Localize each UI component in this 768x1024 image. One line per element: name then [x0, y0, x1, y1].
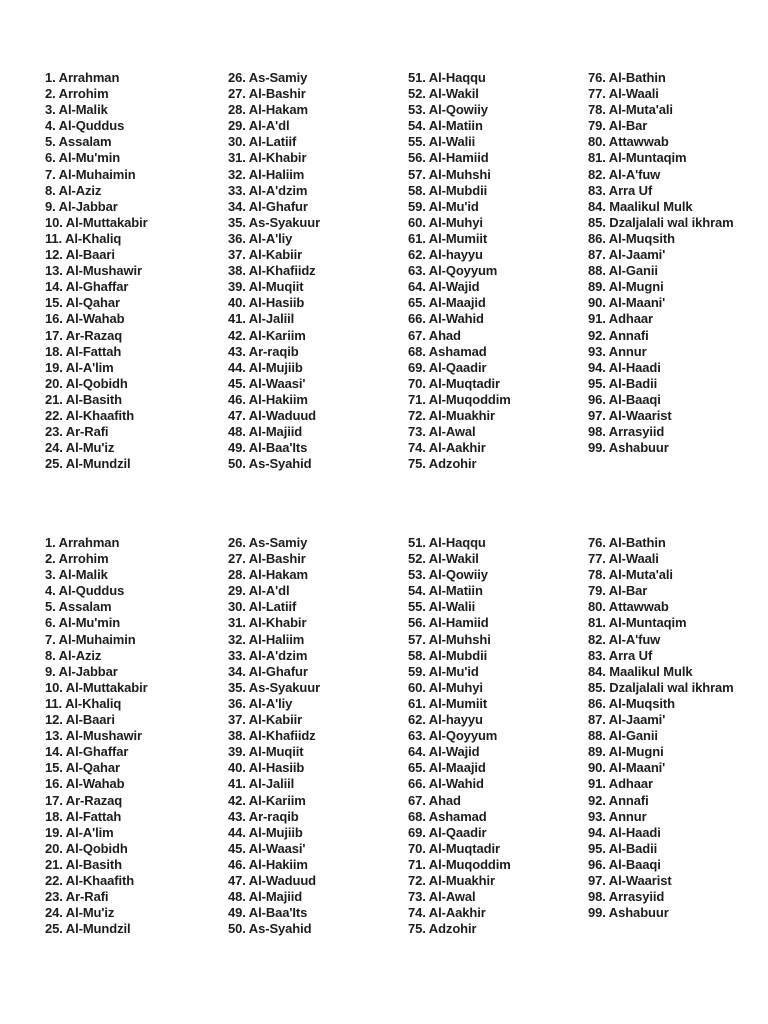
name-list-item: 64. Al-Wajid [408, 279, 480, 295]
names-list-section-top [45, 70, 738, 472]
name-list-item: 35. As-Syakuur [228, 214, 321, 230]
name-list-item: 98. Arrasyiid [588, 424, 665, 440]
name-list-item: 5. Assalam [45, 134, 112, 150]
name-list-item: 8. Al-Aziz [45, 182, 102, 198]
name-list-item: 43. Ar-raqib [228, 808, 299, 824]
name-list-item: 27. Al-Bashir [228, 86, 306, 102]
names-column-1 [45, 70, 228, 472]
name-list-item: 73. Al-Awal [408, 424, 476, 440]
name-list-item: 71. Al-Muqoddim [408, 391, 511, 407]
name-list-item: 41. Al-Jaliil [228, 776, 295, 792]
name-list-item: 5. Assalam [45, 599, 112, 615]
name-list-item: 79. Al-Bar [588, 118, 648, 134]
name-list-item: 67. Ahad [408, 792, 461, 808]
name-list-item: 57. Al-Muhshi [408, 631, 491, 647]
name-list-item: 55. Al-Walii [408, 134, 476, 150]
name-list-item: 36. Al-A'liy [228, 230, 293, 246]
name-list-item: 76. Al-Bathin [588, 70, 666, 85]
name-list-item: 6. Al-Mu'min [45, 150, 121, 166]
name-list-item: 20. Al-Qobidh [45, 840, 128, 856]
name-list-item: 29. Al-A'dl [228, 583, 290, 599]
name-list-item: 94. Al-Haadi [588, 824, 661, 840]
name-list-item: 53. Al-Qowiiy [408, 567, 488, 583]
name-list-item: 80. Attawwab [588, 134, 669, 150]
name-list-item: 9. Al-Jabbar [45, 198, 118, 214]
name-list-item: 32. Al-Haliim [228, 166, 305, 182]
name-list-item: 70. Al-Muqtadir [408, 840, 500, 856]
name-list-item: 47. Al-Waduud [228, 872, 317, 888]
name-list-item: 15. Al-Qahar [45, 295, 120, 311]
name-list-item: 28. Al-Hakam [228, 102, 308, 118]
name-list-item: 58. Al-Mubdii [408, 182, 488, 198]
name-list-item: 24. Al-Mu'iz [45, 440, 115, 456]
name-list-item: 81. Al-Muntaqim [588, 150, 687, 166]
name-list-item: 25. Al-Mundzil [45, 921, 131, 937]
name-list-item: 17. Ar-Razaq [45, 327, 123, 343]
name-list-item: 82. Al-A'fuw [588, 631, 661, 647]
name-list-item: 61. Al-Mumiit [408, 230, 488, 246]
name-list-item: 11. Al-Khaliq [45, 230, 122, 246]
name-list-item: 9. Al-Jabbar [45, 663, 118, 679]
name-list-item: 12. Al-Baari [45, 712, 115, 728]
name-list-item: 74. Al-Aakhir [408, 905, 486, 921]
name-list-item: 63. Al-Qoyyum [408, 728, 498, 744]
name-list-item: 38. Al-Khafiidz [228, 263, 316, 279]
name-list-item: 89. Al-Mugni [588, 744, 664, 760]
names-column-2 [228, 70, 408, 472]
name-list-item: 94. Al-Haadi [588, 359, 661, 375]
name-list-item: 62. Al-hayyu [408, 712, 483, 728]
names-column-3 [408, 535, 588, 937]
name-list-item: 49. Al-Baa'Its [228, 440, 308, 456]
name-list-item: 8. Al-Aziz [45, 647, 102, 663]
name-list-item: 7. Al-Muhaimin [45, 631, 136, 647]
name-list-item: 44. Al-Mujiib [228, 359, 303, 375]
name-list-item: 19. Al-A'lim [45, 824, 114, 840]
names-column-4 [588, 70, 738, 456]
name-list-item: 30. Al-Latiif [228, 134, 297, 150]
name-list-item: 40. Al-Hasiib [228, 760, 305, 776]
name-list-item: 69. Al-Qaadir [408, 359, 487, 375]
name-list-item: 2. Arrohim [45, 86, 109, 102]
name-list-item: 13. Al-Mushawir [45, 728, 142, 744]
name-list-item: 71. Al-Muqoddim [408, 856, 511, 872]
name-list-item: 20. Al-Qobidh [45, 375, 128, 391]
name-list-item: 75. Adzohir [408, 456, 477, 472]
name-list-item: 97. Al-Waarist [588, 872, 672, 888]
name-list-item: 95. Al-Badii [588, 375, 658, 391]
name-list-item: 87. Al-Jaami' [588, 247, 666, 263]
name-list-item: 38. Al-Khafiidz [228, 728, 316, 744]
name-list-item: 3. Al-Malik [45, 567, 108, 583]
name-list-item: 79. Al-Bar [588, 583, 648, 599]
name-list-item: 99. Ashabuur [588, 440, 669, 456]
names-column-4 [588, 535, 738, 921]
name-list-item: 16. Al-Wahab [45, 776, 125, 792]
name-list-item: 46. Al-Hakiim [228, 391, 308, 407]
name-list-item: 15. Al-Qahar [45, 760, 120, 776]
name-list-item: 96. Al-Baaqi [588, 856, 661, 872]
name-list-item: 51. Al-Haqqu [408, 535, 486, 550]
name-list-item: 50. As-Syahid [228, 456, 312, 472]
name-list-item: 28. Al-Hakam [228, 567, 308, 583]
name-list-item: 23. Ar-Rafi [45, 889, 109, 905]
name-list-item: 33. Al-A'dzim [228, 647, 308, 663]
name-list-item: 34. Al-Ghafur [228, 198, 308, 214]
name-list-item: 54. Al-Matiin [408, 118, 483, 134]
name-list-item: 92. Annafi [588, 792, 649, 808]
name-list-item: 34. Al-Ghafur [228, 663, 308, 679]
name-list-item: 77. Al-Waali [588, 86, 659, 102]
name-list-item: 93. Annur [588, 343, 647, 359]
name-list-item: 39. Al-Muqiit [228, 279, 304, 295]
name-list-item: 74. Al-Aakhir [408, 440, 486, 456]
name-list-item: 59. Al-Mu'id [408, 663, 479, 679]
name-list-item: 1. Arrahman [45, 70, 120, 85]
name-list-item: 90. Al-Maani' [588, 295, 666, 311]
name-list-item: 22. Al-Khaafith [45, 407, 135, 423]
name-list-item: 97. Al-Waarist [588, 407, 672, 423]
name-list-item: 63. Al-Qoyyum [408, 263, 498, 279]
name-list-item: 72. Al-Muakhir [408, 407, 495, 423]
name-list-item: 88. Al-Ganii [588, 728, 658, 744]
name-list-item: 35. As-Syakuur [228, 679, 321, 695]
name-list-item: 83. Arra Uf [588, 182, 653, 198]
name-list-item: 66. Al-Wahid [408, 311, 484, 327]
name-list-item: 27. Al-Bashir [228, 551, 306, 567]
name-list-item: 58. Al-Mubdii [408, 647, 488, 663]
name-list-item: 45. Al-Waasi' [228, 840, 306, 856]
name-list-item: 99. Ashabuur [588, 905, 669, 921]
name-list-item: 14. Al-Ghaffar [45, 744, 129, 760]
name-list-item: 60. Al-Muhyi [408, 214, 483, 230]
name-list-item: 36. Al-A'liy [228, 695, 293, 711]
name-list-item: 16. Al-Wahab [45, 311, 125, 327]
name-list-item: 10. Al-Muttakabir [45, 214, 148, 230]
name-list-item: 78. Al-Muta'ali [588, 102, 673, 118]
name-list-item: 26. As-Samiy [228, 70, 308, 85]
name-list-item: 98. Arrasyiid [588, 889, 665, 905]
name-list-item: 43. Ar-raqib [228, 343, 299, 359]
name-list-item: 24. Al-Mu'iz [45, 905, 115, 921]
name-list-item: 82. Al-A'fuw [588, 166, 661, 182]
name-list-item: 23. Ar-Rafi [45, 424, 109, 440]
name-list-item: 26. As-Samiy [228, 535, 308, 550]
name-list-item: 7. Al-Muhaimin [45, 166, 136, 182]
name-list-item: 30. Al-Latiif [228, 599, 297, 615]
name-list-item: 64. Al-Wajid [408, 744, 480, 760]
name-list-item: 68. Ashamad [408, 808, 487, 824]
name-list-item: 88. Al-Ganii [588, 263, 658, 279]
name-list-item: 42. Al-Kariim [228, 792, 306, 808]
name-list-item: 62. Al-hayyu [408, 247, 483, 263]
name-list-item: 85. Dzaljalali wal ikhram [588, 214, 734, 230]
names-list-section-bottom [45, 535, 738, 937]
name-list-item: 65. Al-Maajid [408, 760, 486, 776]
name-list-item: 47. Al-Waduud [228, 407, 317, 423]
names-column-2 [228, 535, 408, 937]
name-list-item: 67. Ahad [408, 327, 461, 343]
name-list-item: 4. Al-Quddus [45, 583, 125, 599]
name-list-item: 96. Al-Baaqi [588, 391, 661, 407]
name-list-item: 18. Al-Fattah [45, 808, 122, 824]
name-list-item: 73. Al-Awal [408, 889, 476, 905]
name-list-item: 50. As-Syahid [228, 921, 312, 937]
name-list-item: 87. Al-Jaami' [588, 712, 666, 728]
name-list-item: 56. Al-Hamiid [408, 150, 489, 166]
name-list-item: 3. Al-Malik [45, 102, 108, 118]
name-list-item: 78. Al-Muta'ali [588, 567, 673, 583]
name-list-item: 85. Dzaljalali wal ikhram [588, 679, 734, 695]
name-list-item: 53. Al-Qowiiy [408, 102, 488, 118]
name-list-item: 61. Al-Mumiit [408, 695, 488, 711]
name-list-item: 19. Al-A'lim [45, 359, 114, 375]
name-list-item: 6. Al-Mu'min [45, 615, 121, 631]
name-list-item: 2. Arrohim [45, 551, 109, 567]
name-list-item: 80. Attawwab [588, 599, 669, 615]
name-list-item: 95. Al-Badii [588, 840, 658, 856]
name-list-item: 70. Al-Muqtadir [408, 375, 500, 391]
name-list-item: 13. Al-Mushawir [45, 263, 142, 279]
name-list-item: 4. Al-Quddus [45, 118, 125, 134]
name-list-item: 40. Al-Hasiib [228, 295, 305, 311]
name-list-item: 51. Al-Haqqu [408, 70, 486, 85]
name-list-item: 72. Al-Muakhir [408, 872, 495, 888]
name-list-item: 45. Al-Waasi' [228, 375, 306, 391]
name-list-item: 86. Al-Muqsith [588, 695, 675, 711]
name-list-item: 91. Adhaar [588, 776, 653, 792]
name-list-item: 41. Al-Jaliil [228, 311, 295, 327]
name-list-item: 57. Al-Muhshi [408, 166, 491, 182]
names-column-1 [45, 535, 228, 937]
name-list-item: 93. Annur [588, 808, 647, 824]
name-list-item: 44. Al-Mujiib [228, 824, 303, 840]
name-list-item: 77. Al-Waali [588, 551, 659, 567]
name-list-item: 90. Al-Maani' [588, 760, 666, 776]
name-list-item: 75. Adzohir [408, 921, 477, 937]
name-list-item: 46. Al-Hakiim [228, 856, 308, 872]
name-list-item: 65. Al-Maajid [408, 295, 486, 311]
name-list-item: 66. Al-Wahid [408, 776, 484, 792]
name-list-item: 31. Al-Khabir [228, 150, 307, 166]
name-list-item: 18. Al-Fattah [45, 343, 122, 359]
name-list-item: 49. Al-Baa'Its [228, 905, 308, 921]
name-list-item: 42. Al-Kariim [228, 327, 306, 343]
name-list-item: 81. Al-Muntaqim [588, 615, 687, 631]
name-list-item: 25. Al-Mundzil [45, 456, 131, 472]
name-list-item: 33. Al-A'dzim [228, 182, 308, 198]
name-list-item: 68. Ashamad [408, 343, 487, 359]
name-list-item: 29. Al-A'dl [228, 118, 290, 134]
name-list-item: 76. Al-Bathin [588, 535, 666, 550]
name-list-item: 48. Al-Majiid [228, 889, 303, 905]
name-list-item: 52. Al-Wakil [408, 551, 479, 567]
name-list-item: 31. Al-Khabir [228, 615, 307, 631]
name-list-item: 69. Al-Qaadir [408, 824, 487, 840]
name-list-item: 91. Adhaar [588, 311, 653, 327]
name-list-item: 84. Maalikul Mulk [588, 663, 693, 679]
name-list-item: 17. Ar-Razaq [45, 792, 123, 808]
name-list-item: 21. Al-Basith [45, 391, 122, 407]
name-list-item: 92. Annafi [588, 327, 649, 343]
name-list-item: 11. Al-Khaliq [45, 695, 122, 711]
name-list-item: 12. Al-Baari [45, 247, 115, 263]
name-list-item: 1. Arrahman [45, 535, 120, 550]
name-list-item: 84. Maalikul Mulk [588, 198, 693, 214]
name-list-item: 83. Arra Uf [588, 647, 653, 663]
name-list-item: 48. Al-Majiid [228, 424, 303, 440]
name-list-item: 89. Al-Mugni [588, 279, 664, 295]
name-list-item: 55. Al-Walii [408, 599, 476, 615]
name-list-item: 21. Al-Basith [45, 856, 122, 872]
name-list-item: 32. Al-Haliim [228, 631, 305, 647]
name-list-item: 37. Al-Kabiir [228, 712, 303, 728]
name-list-item: 37. Al-Kabiir [228, 247, 303, 263]
name-list-item: 10. Al-Muttakabir [45, 679, 148, 695]
name-list-item: 39. Al-Muqiit [228, 744, 304, 760]
names-column-3 [408, 70, 588, 472]
name-list-item: 14. Al-Ghaffar [45, 279, 129, 295]
name-list-item: 59. Al-Mu'id [408, 198, 479, 214]
name-list-item: 54. Al-Matiin [408, 583, 483, 599]
name-list-item: 52. Al-Wakil [408, 86, 479, 102]
name-list-item: 22. Al-Khaafith [45, 872, 135, 888]
name-list-item: 56. Al-Hamiid [408, 615, 489, 631]
name-list-item: 60. Al-Muhyi [408, 679, 483, 695]
name-list-item: 86. Al-Muqsith [588, 230, 675, 246]
